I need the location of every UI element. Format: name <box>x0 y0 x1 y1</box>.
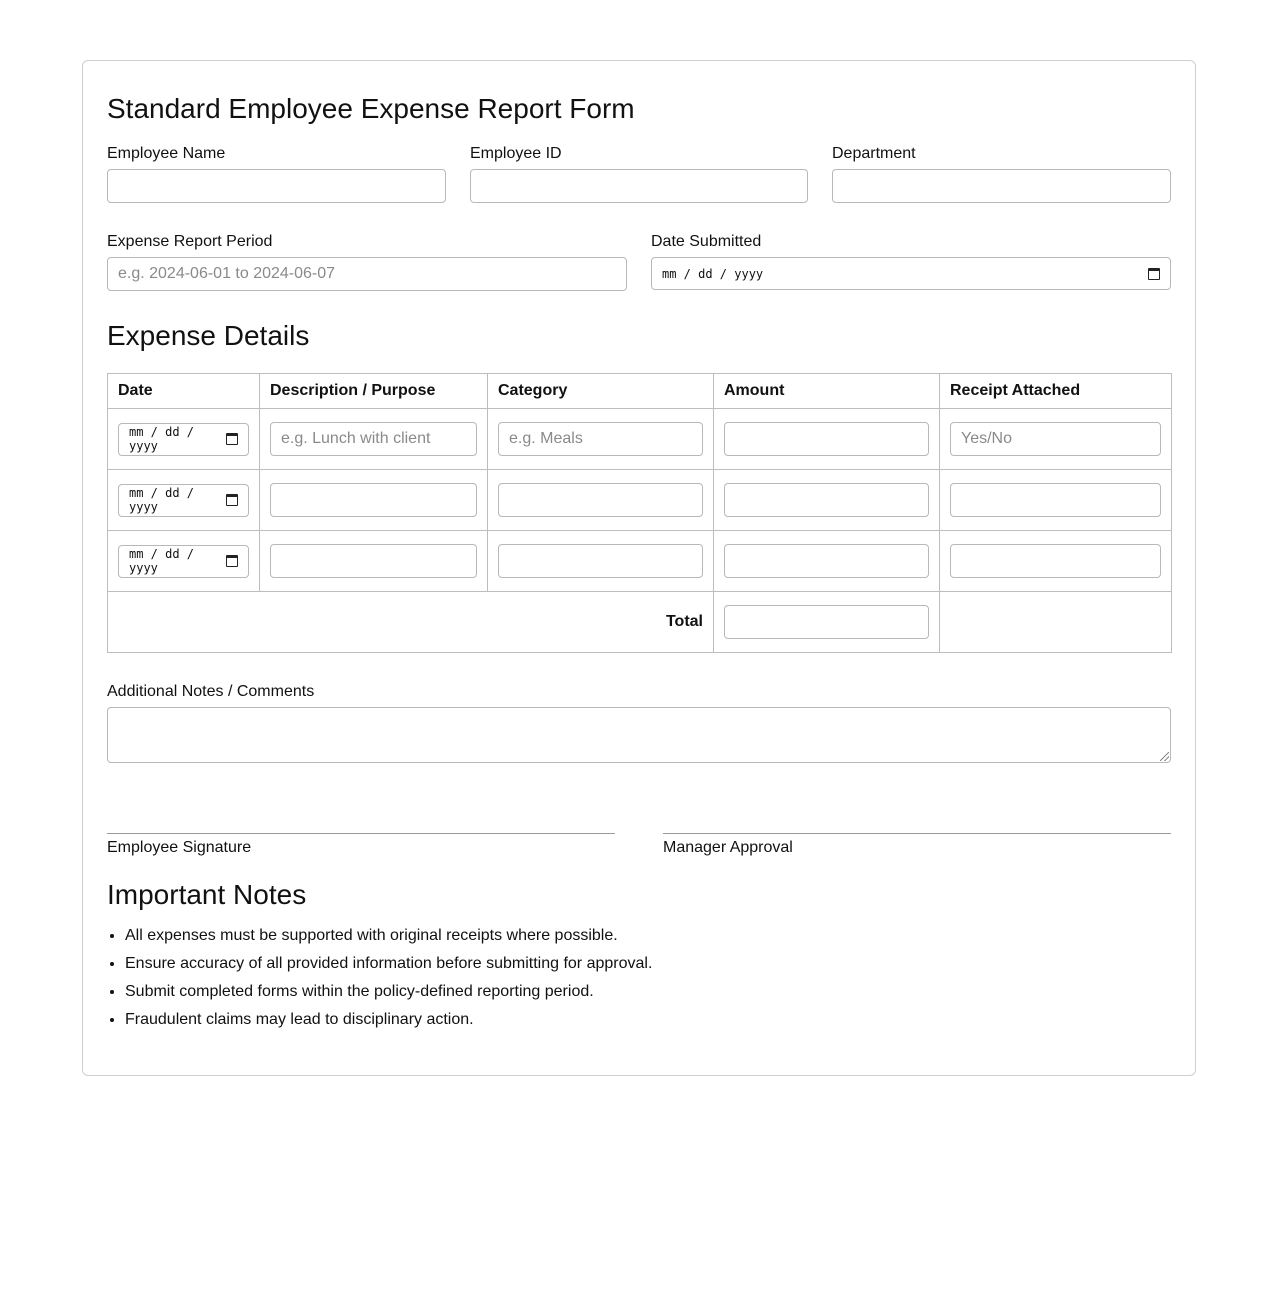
description-input[interactable] <box>270 483 477 517</box>
date-cell <box>108 531 260 592</box>
row-date-input[interactable] <box>118 423 249 456</box>
date-placeholder: mm / dd / yyyy <box>129 425 195 453</box>
date-cell <box>108 470 260 531</box>
description-cell <box>260 470 488 531</box>
calendar-icon[interactable] <box>226 433 238 445</box>
employee-signature-line <box>107 833 615 834</box>
list-item: • Fraudulent claims may lead to disciplinary action. <box>125 1010 652 1030</box>
description-cell <box>260 409 488 470</box>
date-submitted-label: Date Submitted <box>651 233 762 250</box>
receipt-input[interactable] <box>950 422 1161 456</box>
table-row <box>108 409 1172 470</box>
department-input[interactable] <box>832 169 1171 203</box>
column-header-category: Category <box>488 374 714 409</box>
description-input[interactable] <box>270 544 477 578</box>
form-title: Standard Employee Expense Report Form <box>107 93 635 124</box>
date-cell <box>108 409 260 470</box>
column-header-receipt: Receipt Attached <box>940 374 1172 409</box>
resize-grip-icon[interactable] <box>1160 752 1169 761</box>
description-input[interactable] <box>270 422 477 456</box>
receipt-input[interactable] <box>950 483 1161 517</box>
expense-report-card <box>82 60 1196 1076</box>
receipt-cell <box>940 409 1172 470</box>
calendar-icon[interactable] <box>226 555 238 567</box>
category-input[interactable] <box>498 422 703 456</box>
important-notes-list <box>107 926 652 1038</box>
amount-cell <box>714 409 940 470</box>
receipt-input[interactable] <box>950 544 1161 578</box>
date-placeholder: mm / dd / yyyy <box>662 266 764 281</box>
category-cell <box>488 409 714 470</box>
row-date-input[interactable] <box>118 484 249 517</box>
category-cell <box>488 470 714 531</box>
calendar-icon[interactable] <box>1148 268 1160 280</box>
table-row <box>108 531 1172 592</box>
category-input[interactable] <box>498 544 703 578</box>
amount-cell <box>714 470 940 531</box>
period-label: Expense Report Period <box>107 233 273 250</box>
employee-name-input[interactable] <box>107 169 446 203</box>
manager-approval-label: Manager Approval <box>663 839 793 856</box>
amount-cell <box>714 531 940 592</box>
date-submitted-input[interactable] <box>651 257 1171 290</box>
calendar-icon[interactable] <box>226 494 238 506</box>
list-item: • Ensure accuracy of all provided information before submitting for approval. <box>125 954 652 974</box>
list-item: • All expenses must be supported with original receipts where possible. <box>125 926 652 946</box>
employee-id-label: Employee ID <box>470 145 562 162</box>
period-input[interactable] <box>107 257 627 291</box>
column-header-date: Date <box>108 374 260 409</box>
total-row <box>108 592 1172 653</box>
total-label: Total <box>108 592 714 653</box>
category-cell <box>488 531 714 592</box>
employee-signature-label: Employee Signature <box>107 839 252 856</box>
manager-approval-line <box>663 833 1171 834</box>
row-date-input[interactable] <box>118 545 249 578</box>
notes-label: Additional Notes / Comments <box>107 683 315 700</box>
amount-input[interactable] <box>724 422 929 456</box>
column-header-amount: Amount <box>714 374 940 409</box>
expense-table <box>107 373 1172 653</box>
date-placeholder: mm / dd / yyyy <box>129 486 195 514</box>
amount-input[interactable] <box>724 483 929 517</box>
table-header-row <box>108 374 1172 409</box>
receipt-cell <box>940 531 1172 592</box>
employee-name-label: Employee Name <box>107 145 226 162</box>
total-empty-cell <box>940 592 1172 653</box>
total-amount-input[interactable] <box>724 605 929 639</box>
amount-input[interactable] <box>724 544 929 578</box>
notes-textarea[interactable] <box>107 707 1171 763</box>
receipt-cell <box>940 470 1172 531</box>
department-label: Department <box>832 145 916 162</box>
column-header-description: Description / Purpose <box>260 374 488 409</box>
total-amount-cell <box>714 592 940 653</box>
table-row <box>108 470 1172 531</box>
list-item: • Submit completed forms within the policy-defined reporting period. <box>125 982 652 1002</box>
category-input[interactable] <box>498 483 703 517</box>
important-notes-title: Important Notes <box>107 879 307 910</box>
date-placeholder: mm / dd / yyyy <box>129 547 195 575</box>
employee-id-input[interactable] <box>470 169 808 203</box>
description-cell <box>260 531 488 592</box>
expense-details-title: Expense Details <box>107 320 310 351</box>
